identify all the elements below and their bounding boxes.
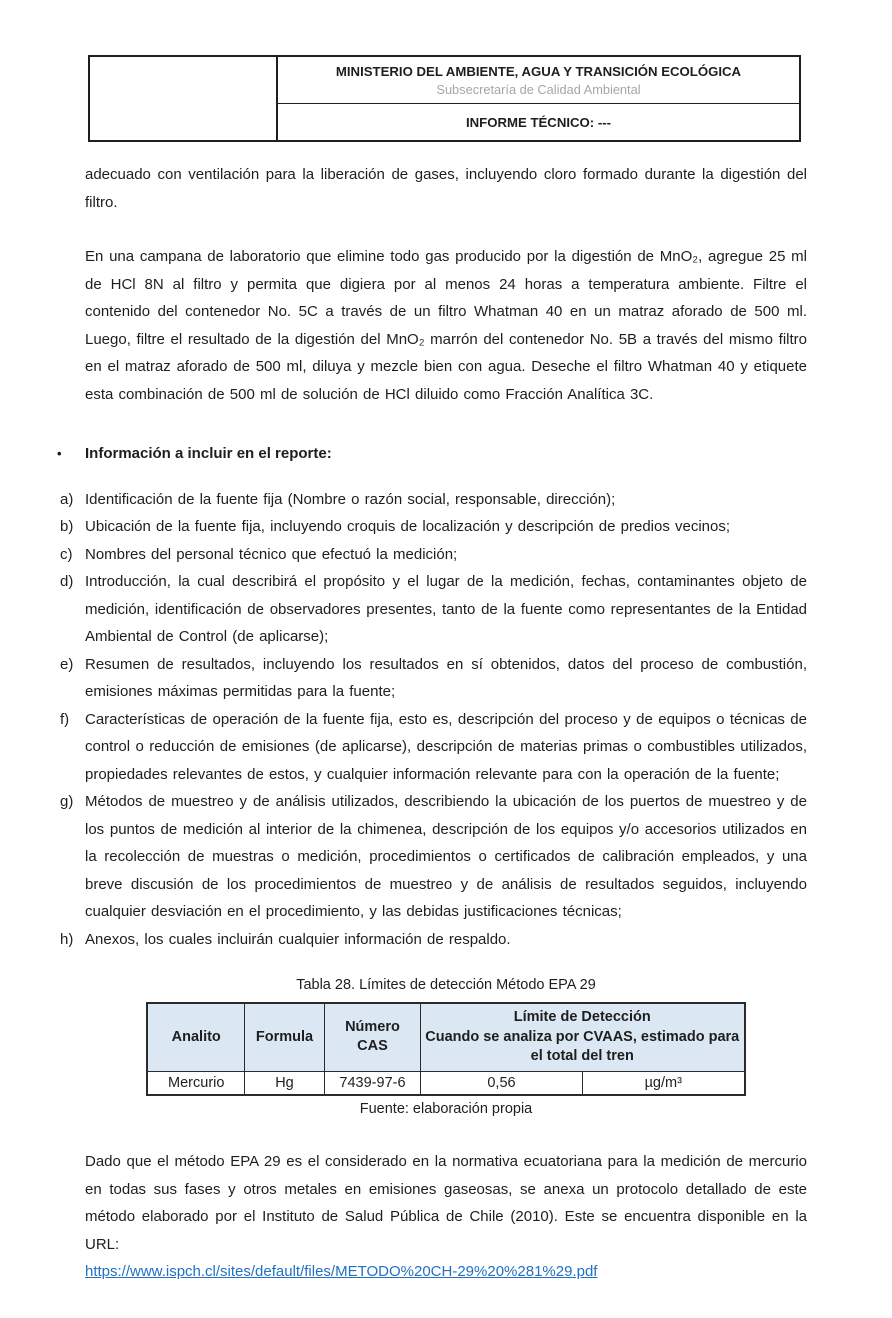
table-caption: Tabla 28. Límites de detección Método EPA 29 xyxy=(296,977,596,993)
list-item xyxy=(60,513,807,541)
col-header-formula: Formula xyxy=(244,1003,324,1071)
ministry-subtitle: Subsecretaría de Calidad Ambiental xyxy=(436,82,641,97)
paragraph-lab-procedure: En una campana de laboratorio que elimine todo gas producido por la digestión de MnO₂, agregue 25 ml de HCl 8N al filtro y permita que digiera por al menos 24 horas a temperatura ambiente. Filtre el contenido del contenedor No. 5C a través de un filtro Whatman 40 en un matraz aforado de 500 ml. Luego, filtre el resultado de la digestión del MnO₂ marrón del contenedor No. 5B a través del mismo filtro en el matraz aforado de 500 ml, diluya y mezcle bien con agua. Deseche el filtro Whatman 40 y etiquete esta combinación de 500 ml de solución de HCl diluido como Fracción Analítica 3C. xyxy=(85,248,807,403)
list-item-text: Métodos de muestreo y de análisis utilizados, describiendo la ubicación de los puertos de muestreo y de los puntos de medición al interior de la chimenea, descripción de los equipos y/o accesorios utilizados en la recolección de muestras o medición, procedimientos o certificados de calibración empleados, y una breve discusión de los procedimientos de muestreo y de análisis de resultados seguidos, incluyendo cualquier desviación en el procedimiento, y las debidas justificaciones técnicas; xyxy=(85,793,807,920)
method-url-link[interactable]: https://www.ispch.cl/sites/default/files/METODO%20CH-29%20%281%29.pdf xyxy=(85,1263,598,1280)
ministry-title: MINISTERIO DEL AMBIENTE, AGUA Y TRANSICIÓN ECOLÓGICA xyxy=(335,64,742,79)
list-item xyxy=(60,651,807,706)
limite-header-line1: Límite de Detección xyxy=(513,1009,651,1025)
list-item-text: Identificación de la fuente fija (Nombre o razón social, responsable, dirección); xyxy=(85,490,616,508)
col-header-limite-deteccion xyxy=(420,1003,744,1071)
cell-numero-cas: 7439-97-6 xyxy=(324,1071,420,1095)
cell-limite-unidad: µg/m³ xyxy=(582,1071,744,1095)
list-item-marker: f) xyxy=(60,710,70,728)
list-item xyxy=(60,788,807,926)
report-info-heading xyxy=(57,440,807,468)
table-row xyxy=(147,1071,744,1095)
list-item-text: Introducción, la cual describirá el propósito y el lugar de la medición, fechas, contaminantes objeto de medición, identificación de observadores presentes, tanto de la fuente como representantes de la Entidad Ambiental de Control (de aplicarse); xyxy=(85,573,807,645)
cell-formula: Hg xyxy=(244,1071,324,1095)
list-item-marker: e) xyxy=(60,655,74,673)
cell-limite-valor: 0,56 xyxy=(420,1071,582,1095)
list-item-text: Anexos, los cuales incluirán cualquier información de respaldo. xyxy=(85,930,511,948)
table-header-row xyxy=(147,1003,744,1071)
col-header-analito: Analito xyxy=(147,1003,244,1071)
list-item-text: Ubicación de la fuente fija, incluyendo croquis de localización y descripción de predios vecinos; xyxy=(85,518,731,535)
list-item xyxy=(60,926,807,954)
list-item-marker: d) xyxy=(60,573,74,590)
report-items-list xyxy=(60,486,807,954)
list-item-marker: b) xyxy=(60,518,74,535)
list-item-text: Características de operación de la fuente fija, esto es, descripción del proceso y de equipos o técnicas de control o reducción de emisiones (de aplicarse), descripción de materias primas o combustibles utilizados, propiedades relevantes de estos, y cualquier información relevante para con la operación de la fuente; xyxy=(85,710,807,783)
bullet-icon: • xyxy=(57,446,62,461)
list-item xyxy=(60,706,807,789)
letterhead-top-cell xyxy=(278,57,799,104)
list-item xyxy=(60,568,807,651)
list-item-text: Nombres del personal técnico que efectuó la medición; xyxy=(85,545,458,563)
cell-analito: Mercurio xyxy=(147,1071,244,1095)
paragraph-gas-ventilation: adecuado con ventilación para la liberación de gases, incluyendo cloro formado durante la digestión del filtro. xyxy=(85,166,807,211)
list-item-marker: c) xyxy=(60,545,73,563)
report-info-heading-label: Información a incluir en el reporte: xyxy=(85,445,332,462)
list-item-text: Resumen de resultados, incluyendo los resultados en sí obtenidos, datos del proceso de combustión, emisiones máximas permitidas para la fuente; xyxy=(85,655,807,700)
letterhead-table xyxy=(88,55,801,142)
col-header-numero-cas: Número CAS xyxy=(324,1003,420,1071)
table-source: Fuente: elaboración propia xyxy=(359,1101,533,1117)
list-item xyxy=(60,486,807,514)
document-page xyxy=(0,55,892,1318)
letterhead-right-cells xyxy=(278,57,799,140)
list-item-marker: h) xyxy=(60,930,74,948)
logo-cell xyxy=(90,57,278,140)
detection-limits-table xyxy=(146,1002,745,1096)
list-item-marker: a) xyxy=(60,490,74,508)
list-item-marker: g) xyxy=(60,793,74,810)
closing-paragraph: Dado que el método EPA 29 es el considerado en la normativa ecuatoriana para la medición de mercurio en todas sus fases y otros metales en emisiones gaseosas, se anexa un protocolo detallado de este método elaborado por el Instituto de Salud Pública de Chile (2010). Este se encuentra disponible en la URL: xyxy=(85,1153,807,1253)
list-item xyxy=(60,541,807,569)
limite-header-line2: Cuando se analiza por CVAAS, estimado para el total del tren xyxy=(425,1028,740,1064)
report-title: INFORME TÉCNICO: --- xyxy=(465,115,612,130)
